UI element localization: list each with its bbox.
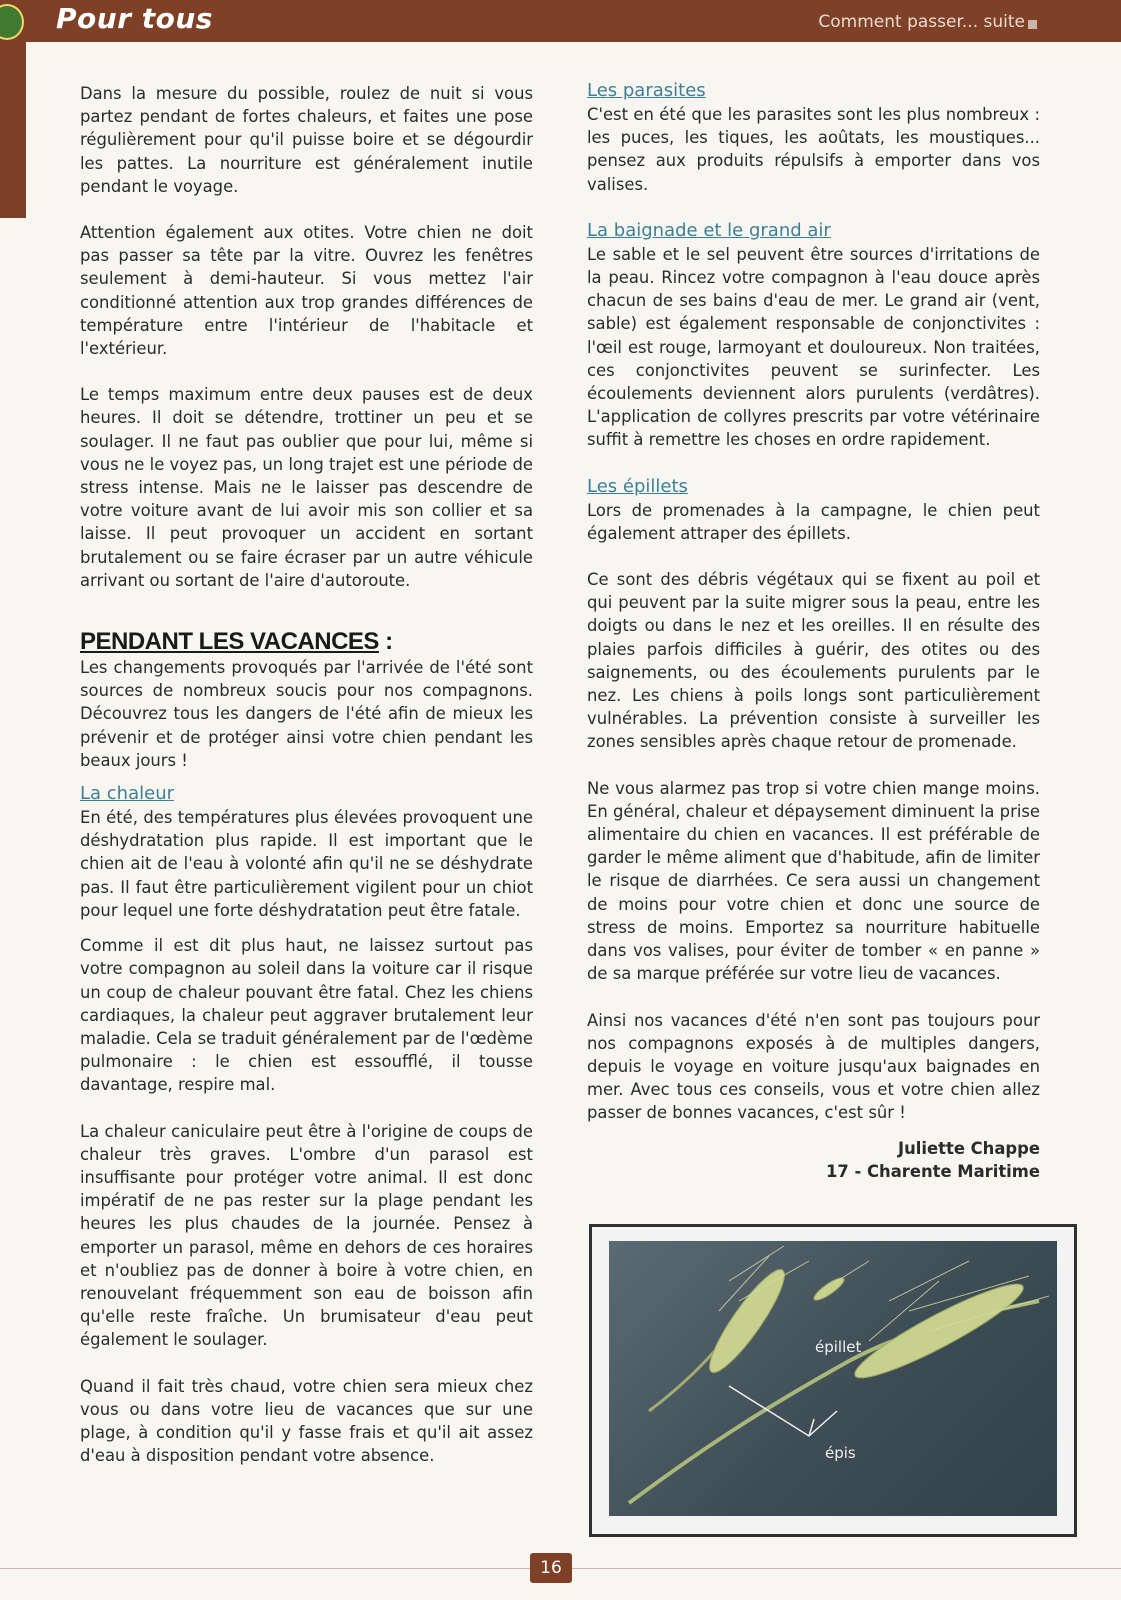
right-column — [587, 79, 1040, 1183]
paragraph: C'est en été que les parasites sont les plus nombreux : les puces, les tiques, les aoûtats, les moustiques... pensez aux produits répulsifs à emporter dans vos valises. — [587, 105, 1040, 194]
square-bullet-icon — [1028, 20, 1037, 29]
subheading-chaleur: La chaleur — [80, 783, 174, 805]
paragraph: Le temps maximum entre deux pauses est de deux heures. Il doit se détendre, trottiner un peu et se soulager. Il ne faut pas oublier que pour lui, même si vous ne le voyez pas, un long trajet est une période de stress intense. Mais ne le laisser pas descendre de votre voiture avant de lui avoir mis son collier et sa laisse. Il peut provoquer un accident en sortant brutalement ou se faire écraser par un autre véhicule arrivant ou sortant de l'aire d'autoroute. — [80, 385, 533, 590]
paragraph: En été, des températures plus élevées provoquent une déshydratation plus rapide. Il est important que le chien ait de l'eau à volonté afin qu'il ne se déshydrate pas. Il faut être particulièrement vigilent pour un chiot pour lequel une forte déshydratation peut être fatale. — [80, 808, 533, 920]
paragraph: Attention également aux otites. Votre chien ne doit pas passer sa tête par la vitre. Ouvrez les fenêtres seulement à demi-hauteur. Si vous mettez l'air conditionné attention aux trop grandes différences de température entre l'intérieur de l'habitacle et l'extérieur. — [80, 223, 533, 359]
author-location: 17 - Charente Maritime — [825, 1161, 1040, 1181]
section-heading-text: PENDANT LES VACANCES — [80, 628, 379, 656]
left-column — [80, 82, 533, 1490]
section-heading-colon: : — [378, 628, 393, 656]
subheading-parasites: Les parasites — [587, 80, 706, 101]
label-epillet: épillet — [815, 1338, 862, 1356]
running-head: Comment passer... suite — [818, 12, 1025, 32]
magazine-logo-icon — [0, 4, 24, 40]
grass-illustration-icon — [609, 1241, 1057, 1516]
header-bar — [0, 0, 1121, 42]
author-name: Juliette Chappe — [898, 1138, 1040, 1158]
side-color-band — [0, 42, 26, 218]
paragraph: Les changements provoqués par l'arrivée de l'été sont sources de nombreux soucis pour nos compagnons. Découvrez tous les dangers de l'été afin de mieux les prévenir et de protéger ainsi votre chien pendant les beaux jours ! — [80, 658, 533, 770]
photo-frame — [589, 1224, 1077, 1537]
paragraph: La chaleur caniculaire peut être à l'origine de coups de chaleur très graves. L'ombre d'un parasol est insuffisante pour protéger votre animal. Il est donc impératif de ne pas rester sur la plage pendant les heures les plus chaudes de la journée. Pensez à emporter un parasol, même en dehors de ces horaires et n'oubliez pas de donner à boire à votre chien, en renouvelant fréquemment son eau de boisson afin qu'elle reste fraîche. Un brumisateur d'eau peut également le soulager. — [80, 1121, 533, 1350]
paragraph: Ainsi nos vacances d'été n'en sont pas toujours pour nos compagnons exposés à de multiples dangers, depuis le voyage en voiture jusqu'aux baignades en mer. Avec tous ces conseils, vous et votre chien allez passer de bonnes vacances, c'est sûr ! — [587, 1010, 1040, 1123]
section-title: Pour tous — [56, 2, 213, 35]
page-number: 16 — [530, 1553, 572, 1583]
paragraph: Ce sont des débris végétaux qui se fixent au poil et qui peuvent par la suite migrer sous la peau, entre les doigts ou dans le nez et les oreilles. Il en résulte des plaies parfois difficiles à guérir, des otites ou des saignements, ou des écoulements purulents par le nez. Les chiens à poils longs sont particulièrement vulnérables. La prévention consiste à surveiller les zones sensibles après chaque retour de promenade. — [587, 570, 1040, 752]
paragraph: Comme il est dit plus haut, ne laissez surtout pas votre compagnon au soleil dans la voiture car il risque un coup de chaleur pouvant être fatal. Chez les chiens cardiaques, la chaleur peut aggraver brutalement leur maladie. Cela se traduit généralement par de l'œdème pulmonaire : le chien est essoufflé, il tousse davantage, respire mal. — [80, 936, 533, 1095]
paragraph: Lors de promenades à la campagne, le chien peut également attraper des épillets. — [587, 500, 1040, 543]
grass-spikelet-photo — [609, 1241, 1057, 1516]
label-epis: épis — [825, 1444, 856, 1462]
subheading-baignade: La baignade et le grand air — [587, 219, 831, 241]
paragraph: Dans la mesure du possible, roulez de nuit si vous partez pendant de fortes chaleurs, et faites une pose régulièrement pour qu'il puisse boire et se dégourdir les pattes. La nourriture est généralement inutile pendant le voyage. — [80, 84, 533, 196]
paragraph: Ne vous alarmez pas trop si votre chien mange moins. En général, chaleur et dépaysement diminuent la prise alimentaire du chien en vacances. Il est préférable de garder le même aliment que d'habitude, afin de limiter le risque de diarrhées. Ce sera aussi un changement de moins pour votre chien et donc une source de stress de moins. Emportez sa nourriture habituelle dans vos valises, pour éviter de tomber « en panne » de sa marque préférée sur votre lieu de vacances. — [587, 778, 1040, 984]
section-heading — [80, 628, 533, 656]
subheading-epillets: Les épillets — [587, 475, 688, 497]
paragraph: Le sable et le sel peuvent être sources d'irritations de la peau. Rincez votre compagnon à l'eau douce après chacun de ses bains d'eau de mer. Le grand air (vent, sable) est également responsable de conjonctivites : l'œil est rouge, larmoyant et douloureux. Non traitées, ces conjonctivites peuvent se surinfecter. Les écoulements deviennent alors purulents (verdâtres). L'application de collyres prescrits par votre vétérinaire suffit à remettre les choses en ordre rapidement. — [587, 244, 1040, 450]
paragraph: Quand il fait très chaud, votre chien sera mieux chez vous ou dans votre lieu de vacances que sur une plage, à condition qu'il y fasse frais et qu'il ait assez d'eau à disposition pendant votre absence. — [80, 1376, 533, 1466]
